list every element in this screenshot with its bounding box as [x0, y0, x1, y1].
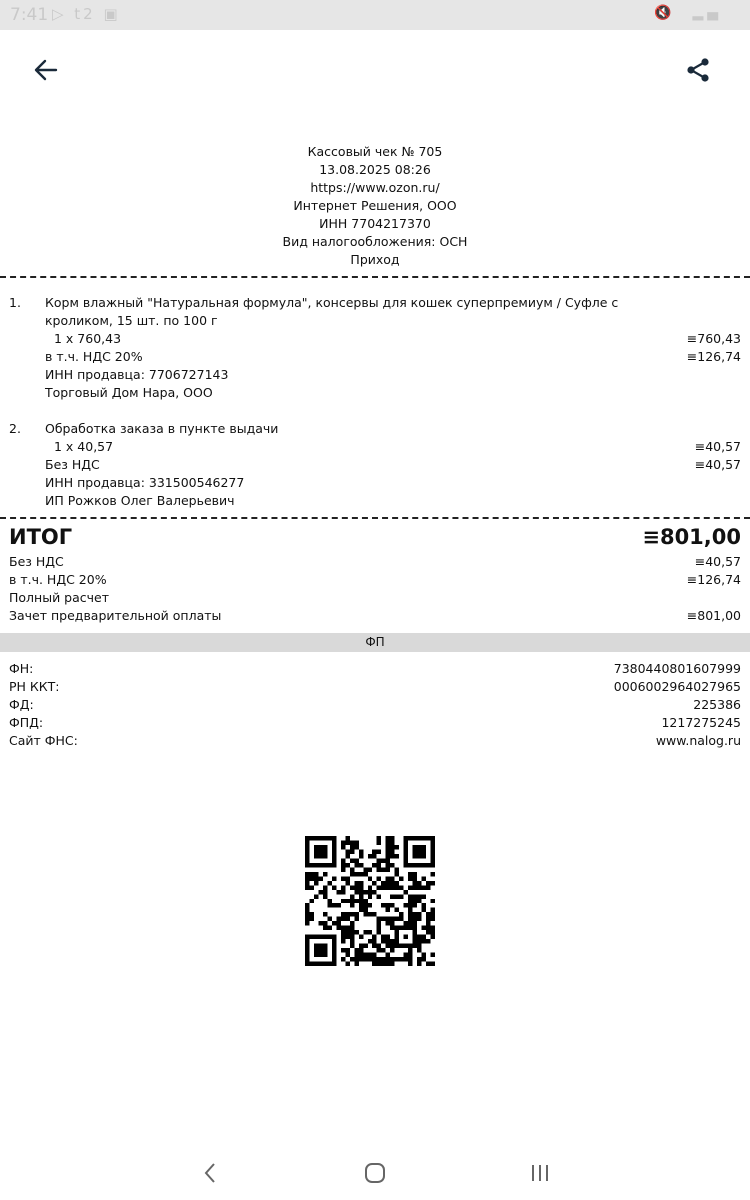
payment-type: Полный расчет: [9, 590, 109, 605]
share-icon: [685, 57, 711, 83]
receipt-number: Кассовый чек № 705: [307, 144, 443, 159]
recents-icon: [528, 1161, 552, 1185]
fpd-value: 1217275245: [661, 715, 741, 730]
item-1-name-cont: кроликом, 15 шт. по 100 г: [45, 313, 218, 328]
total-value: ≡801,00: [642, 525, 741, 549]
no-vat-value: ≡40,57: [694, 554, 741, 569]
share-button[interactable]: [680, 52, 716, 88]
tax-system: Вид налогообложения: ОСН: [282, 234, 468, 249]
divider: [0, 276, 750, 278]
fpd-label: ФПД:: [9, 715, 44, 730]
chevron-left-icon: [200, 1161, 220, 1185]
status-time: 7:41: [10, 5, 49, 25]
nav-recents-button[interactable]: [520, 1158, 560, 1188]
fd-value: 225386: [693, 697, 741, 712]
vat-value: ≡126,74: [686, 572, 741, 587]
fp-bar: ФП: [0, 633, 750, 652]
prepayment-label: Зачет предварительной оплаты: [9, 608, 222, 623]
fn-value: 7380440801607999: [613, 661, 741, 676]
fn-label: ФН:: [9, 661, 34, 676]
item-2-sum: ≡40,57: [694, 439, 741, 454]
receipt-datetime: 13.08.2025 08:26: [319, 162, 431, 177]
no-vat-label: Без НДС: [9, 554, 64, 569]
fd-label: ФД:: [9, 697, 34, 712]
item-1-sum: ≡760,43: [686, 331, 741, 346]
seller-inn: ИНН 7704217370: [319, 216, 431, 231]
item-2-seller-inn: ИНН продавца: 331500546277: [45, 475, 245, 490]
item-1-qty: 1 х 760,43: [54, 331, 122, 346]
item-1-number: 1.: [9, 295, 21, 310]
system-status-icons: 🔇 ︎ ▂▄: [654, 5, 722, 21]
seller-name: Интернет Решения, ООО: [293, 198, 457, 213]
item-2-name: Обработка заказа в пункте выдачи: [45, 421, 279, 436]
status-bar: [0, 0, 750, 30]
receipt-header: [0, 143, 750, 269]
notification-icons: ▷ t2 ▣: [52, 5, 121, 23]
total-label: ИТОГ: [9, 525, 73, 549]
operation-type: Приход: [350, 252, 400, 267]
home-circle-icon: [363, 1161, 387, 1185]
rn-kkt-label: РН ККТ:: [9, 679, 60, 694]
arrow-left-icon: [33, 57, 59, 83]
divider: [0, 517, 750, 519]
item-1-vat-label: в т.ч. НДС 20%: [45, 349, 143, 364]
item-2-vat-label: Без НДС: [45, 457, 100, 472]
fns-site-value: www.nalog.ru: [655, 733, 741, 748]
item-1-vat-sum: ≡126,74: [686, 349, 741, 364]
back-button[interactable]: [28, 52, 64, 88]
vat-label: в т.ч. НДС 20%: [9, 572, 107, 587]
nav-home-button[interactable]: [355, 1158, 395, 1188]
item-2-number: 2.: [9, 421, 21, 436]
qr-code: [305, 836, 435, 966]
rn-kkt-value: 0006002964027965: [613, 679, 741, 694]
item-2-seller: ИП Рожков Олег Валерьевич: [45, 493, 235, 508]
seller-site: https://www.ozon.ru/: [310, 180, 440, 195]
item-1-seller: Торговый Дом Нара, ООО: [45, 385, 213, 400]
system-nav-bar: [0, 1150, 750, 1200]
item-2-qty: 1 х 40,57: [54, 439, 114, 454]
item-1-seller-inn: ИНН продавца: 7706727143: [45, 367, 229, 382]
nav-back-button[interactable]: [190, 1158, 230, 1188]
item-1-name: Корм влажный "Натуральная формула", консервы для кошек суперпремиум / Суфле с: [45, 295, 619, 310]
item-2-vat-sum: ≡40,57: [694, 457, 741, 472]
prepayment-value: ≡801,00: [686, 608, 741, 623]
fns-site-label: Сайт ФНС:: [9, 733, 78, 748]
